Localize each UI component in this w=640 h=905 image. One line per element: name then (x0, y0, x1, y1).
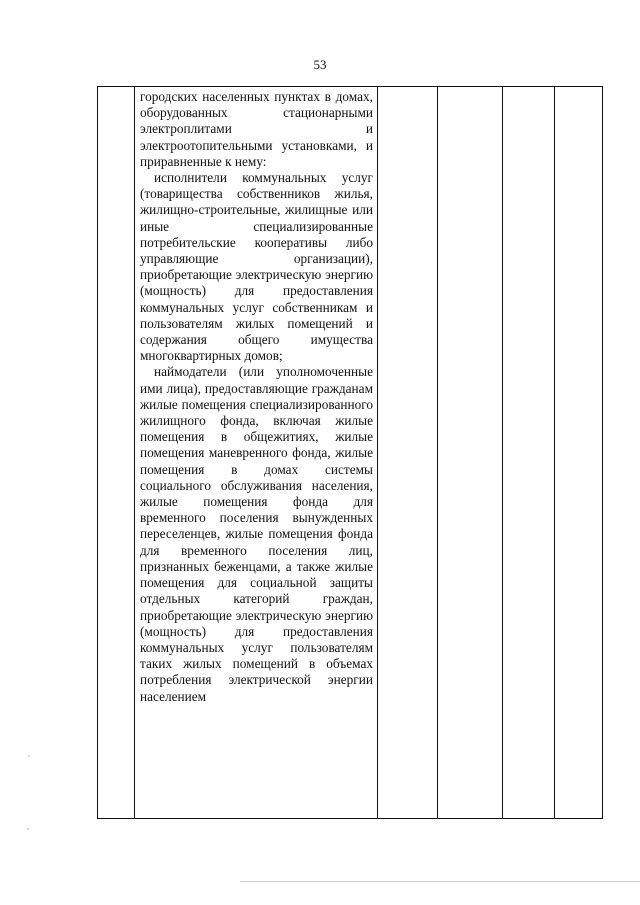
table-cell-empty (438, 87, 503, 819)
paragraph-landlords: наймодатели (или уполномоченные ими лица), предоставляющие гражданам жилые помещения специализированного жилищного фонда, включая жилые помещения в общежитиях, жилые помещения маневренного фонда, жилые помещения в домах системы социального обслуживания населения, жилые помещения фонда для временного поселения вынужденных переселенцев, жилые помещения фонда для временного поселения лиц, признанных беженцами, а также жилые помещения для социальной защиты отдельных категорий граждан, приобретающие электрическую энергию (мощность) для предоставления коммунальных услуг пользователям таких жилых помещений в объемах потребления электрической энергии населением (140, 364, 373, 704)
table-row (98, 87, 603, 819)
scan-speck (28, 755, 30, 757)
table-cell-index (98, 87, 135, 819)
table-cell-empty (378, 87, 438, 819)
paragraph-contractors: исполнители коммунальных услуг (товарищества собственников жилья, жилищно-строительные, жилищные или иные специализированные потребительские кооперативы либо управляющие организации), приобретающие электрическую энергию (мощность) для предоставления коммунальных услуг собственникам и пользователям жилых помещений и содержания общего имущества многоквартирных домов; (140, 170, 373, 364)
scan-speck (27, 828, 29, 830)
table-cell-description (135, 87, 378, 819)
page-number: 53 (313, 57, 327, 72)
table-cell-empty (555, 87, 603, 819)
scan-edge-line (240, 881, 640, 882)
cell-text (140, 89, 373, 705)
document-table (97, 86, 603, 819)
table-cell-empty (503, 87, 555, 819)
paragraph-intro: городских населенных пунктах в домах, оборудованных стационарными электроплитами и электроотопительными установками, и приравненные к нему: (140, 89, 373, 169)
